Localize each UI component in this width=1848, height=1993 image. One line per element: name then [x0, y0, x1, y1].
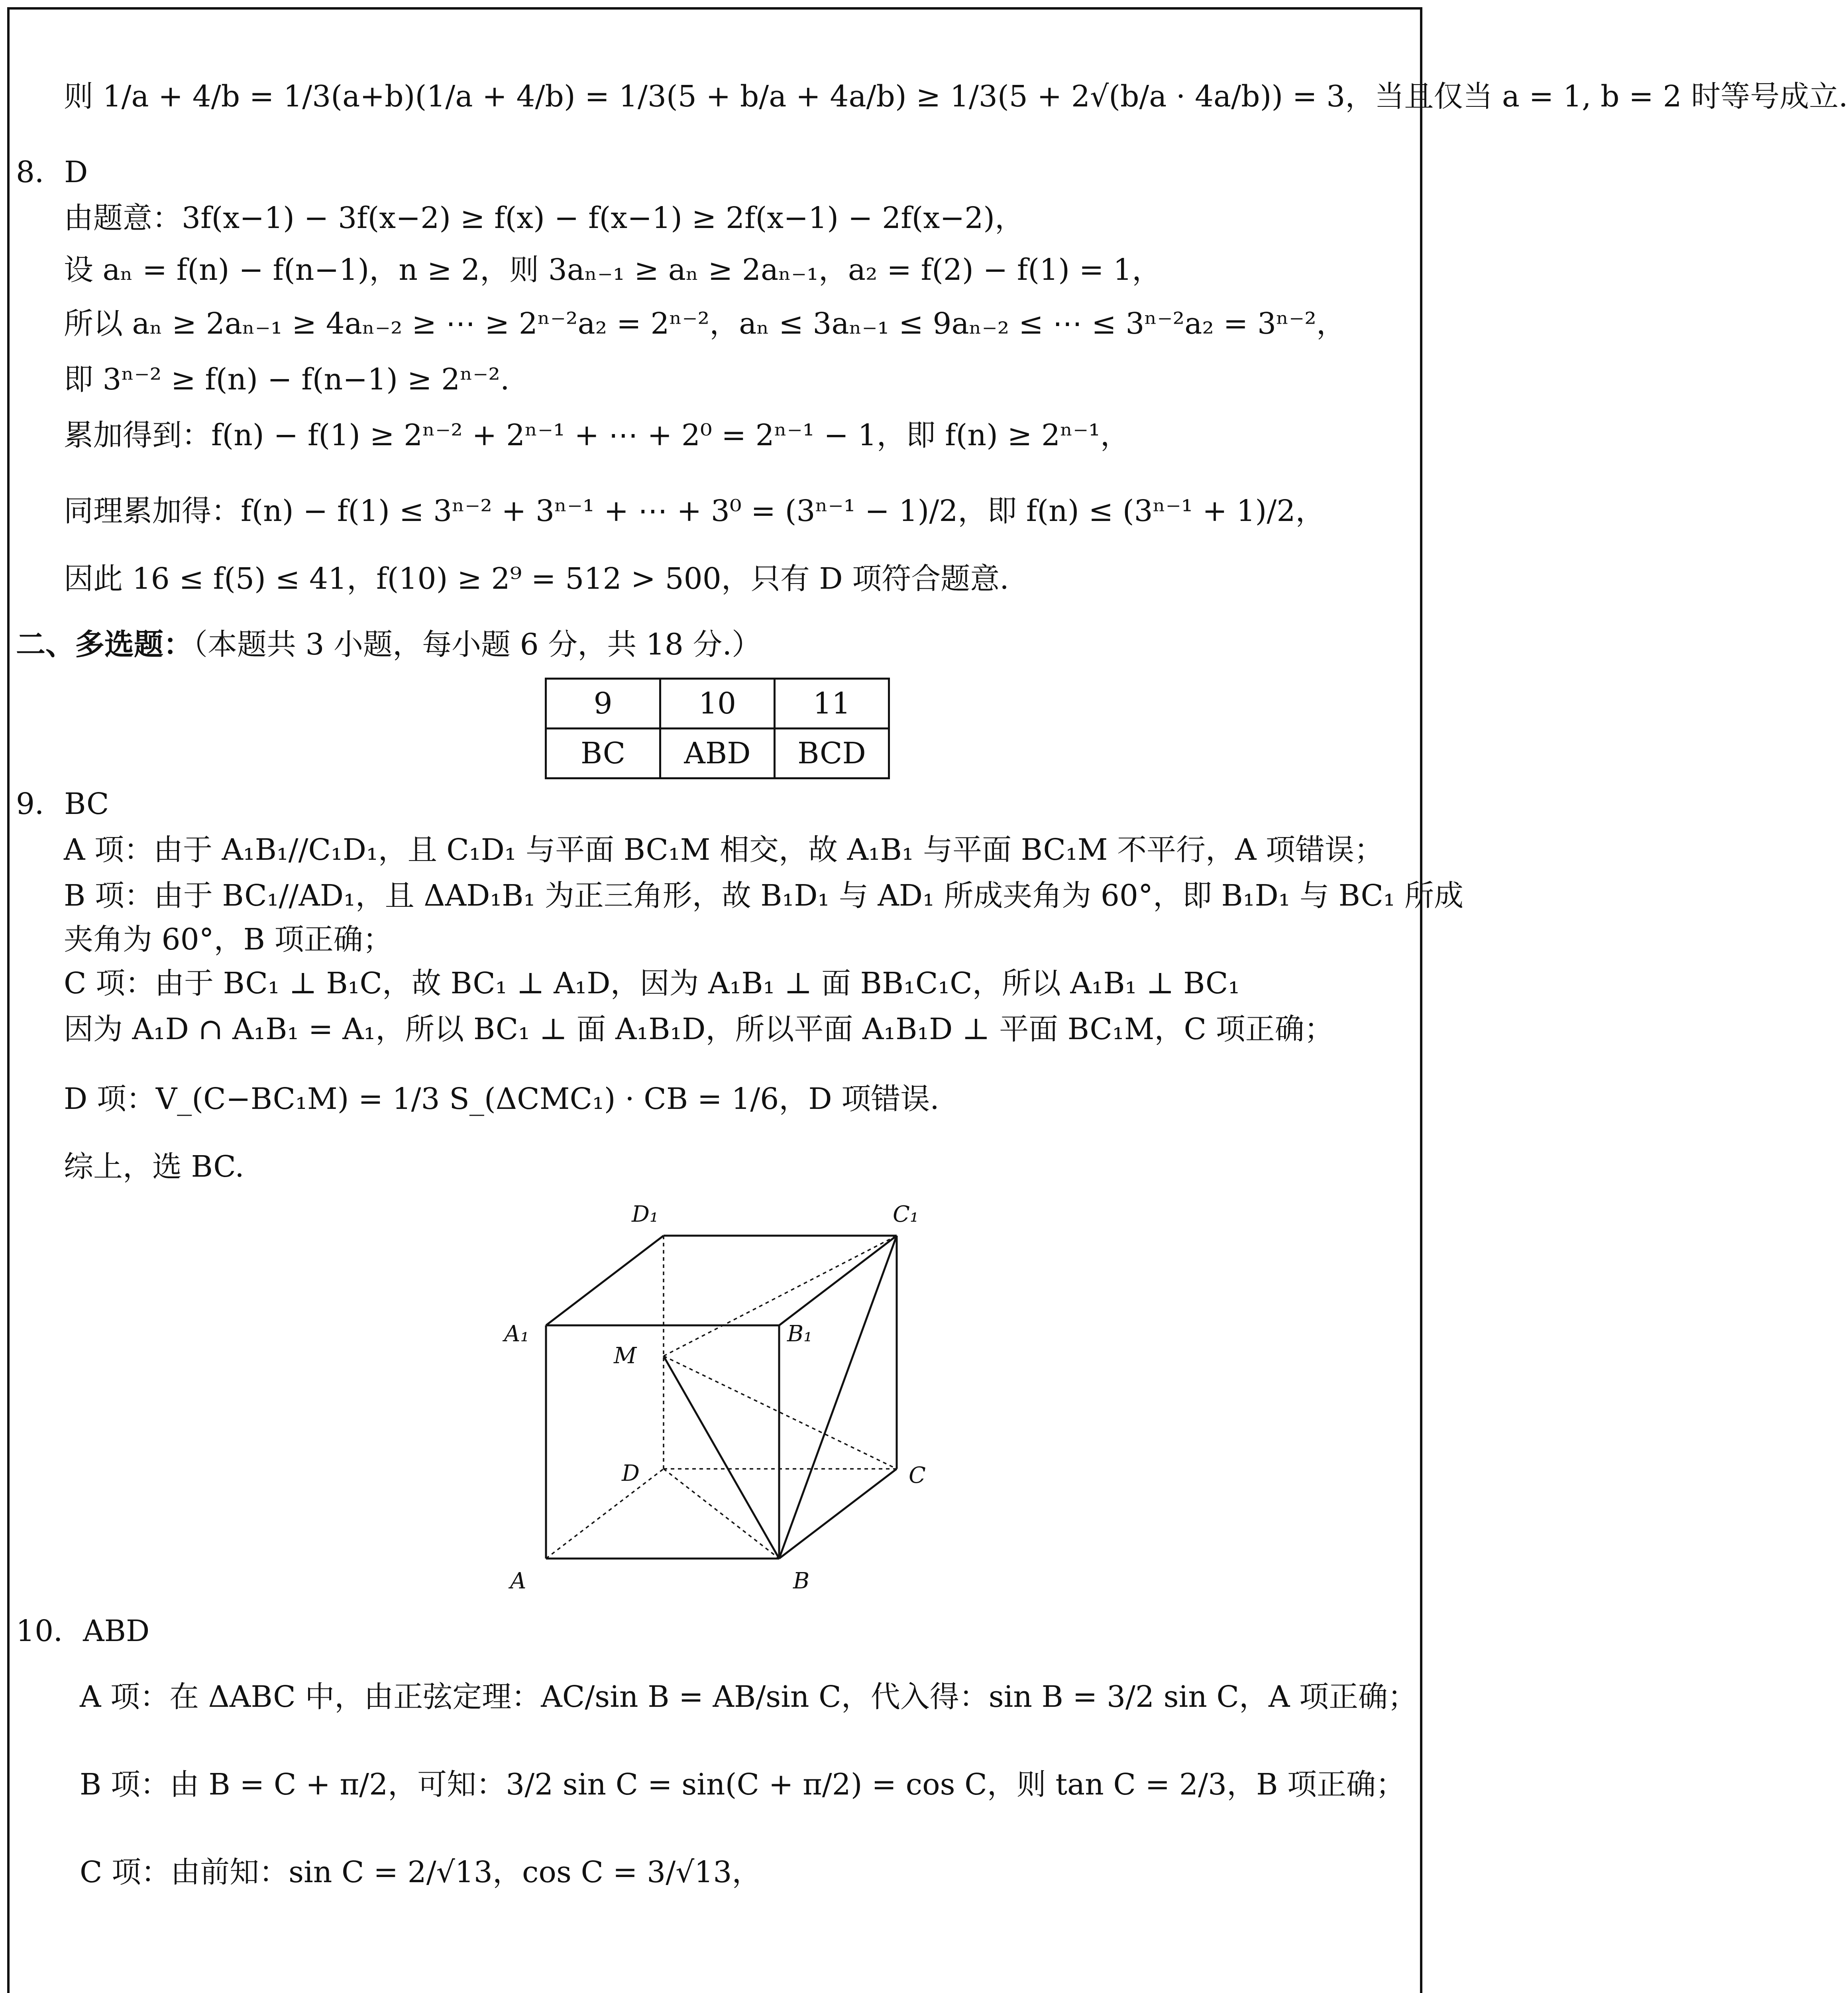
answer-table-cell: 11: [775, 679, 889, 729]
q8-line-7: 因此 16 ≤ f(5) ≤ 41，f(10) ≥ 2⁹ = 512 > 500，只有 D 项符合题意.: [64, 562, 1009, 596]
q9-option-b-line-1: B 项：由于 BC₁//AD₁，且 ΔAD₁B₁ 为正三角形，故 B₁D₁ 与 AD₁ 所成夹角为 60°，即 B₁D₁ 与 BC₁ 所成: [64, 879, 1464, 913]
hidden-edge-a-d: [546, 1469, 664, 1559]
edge-b-c: [779, 1469, 897, 1559]
label-a1: A₁: [504, 1321, 529, 1347]
section-2-note: （本题共 3 小题，每小题 6 分，共 18 分.）: [193, 627, 761, 662]
section-2-heading: [16, 627, 761, 662]
label-d: D: [622, 1460, 640, 1486]
answer-table-cell: 9: [546, 679, 660, 729]
q9-option-d: D 项：V_(C−BC₁M) = 1/3 S_(ΔCMC₁) · CB = 1/6，D 项错误.: [64, 1082, 939, 1116]
label-c1: C₁: [893, 1201, 919, 1227]
q10-option-a: A 项：在 ΔABC 中，由正弦定理：AC/sin B = AB/sin C，代入得：sin B = 3/2 sin C，A 项正确；: [80, 1680, 1417, 1714]
hidden-segment-d-b: [664, 1469, 779, 1559]
q10-option-c: C 项：由前知：sin C = 2/√13，cos C = 3/√13，: [80, 1855, 762, 1889]
answer-table-cell: ABD: [660, 729, 775, 778]
q9-heading: 9．BC: [16, 787, 109, 821]
label-c: C: [909, 1462, 926, 1488]
cube-figure: [486, 1192, 949, 1594]
answer-table-cell: 10: [660, 679, 775, 729]
q8-heading: 8．D: [16, 155, 88, 189]
q9-option-c-line-1: C 项：由于 BC₁ ⊥ B₁C，故 BC₁ ⊥ A₁D，因为 A₁B₁ ⊥ 面 BB₁C₁C，所以 A₁B₁ ⊥ BC₁: [64, 966, 1240, 1000]
q9-option-c-line-2: 因为 A₁D ∩ A₁B₁ = A₁，所以 BC₁ ⊥ 面 A₁B₁D，所以平面 A₁B₁D ⊥ 平面 BC₁M，C 项正确；: [64, 1012, 1334, 1046]
answer-table-answer-row: [546, 729, 889, 778]
q8-line-2: 设 aₙ = f(n) − f(n−1)，n ≥ 2，则 3aₙ₋₁ ≥ aₙ ≥ 2aₙ₋₁，a₂ = f(2) − f(1) = 1，: [64, 253, 1162, 287]
q8-line-6: 同理累加得：f(n) − f(1) ≤ 3ⁿ⁻² + 3ⁿ⁻¹ + ⋯ + 3⁰ = (3ⁿ⁻¹ − 1)/2，即 f(n) ≤ (3ⁿ⁻¹ + 1)/2，: [64, 494, 1325, 528]
q9-option-a: A 项：由于 A₁B₁//C₁D₁，且 C₁D₁ 与平面 BC₁M 相交，故 A₁B₁ 与平面 BC₁M 不平行，A 项错误；: [64, 833, 1384, 867]
segment-b-c1: [779, 1236, 897, 1559]
label-b: B: [793, 1568, 810, 1594]
edge-a1-d1: [546, 1236, 664, 1325]
section-2-title: 二、多选题：: [16, 627, 193, 662]
q8-line-4: 即 3ⁿ⁻² ≥ f(n) − f(n−1) ≥ 2ⁿ⁻².: [64, 362, 510, 397]
label-b1: B₁: [787, 1321, 813, 1347]
q7-conclusion: 则 1/a + 4/b = 1/3(a+b)(1/a + 4/b) = 1/3(5 + b/a + 4a/b) ≥ 1/3(5 + 2√(b/a · 4a/b)) = 3，当且仅当 a = 1, b = 2 时等号成立.: [64, 79, 1848, 114]
q9-summary: 综上，选 BC.: [64, 1150, 244, 1184]
q8-line-1: 由题意：3f(x−1) − 3f(x−2) ≥ f(x) − f(x−1) ≥ 2f(x−1) − 2f(x−2)，: [64, 201, 1025, 235]
answer-table: [545, 678, 890, 779]
q9-option-b-line-2: 夹角为 60°，B 项正确；: [64, 922, 393, 957]
answer-table-cell: BC: [546, 729, 660, 778]
label-m: M: [614, 1343, 637, 1369]
q10-heading: 10．ABD: [16, 1614, 150, 1648]
answer-table-cell: BCD: [775, 729, 889, 778]
answer-table-header-row: [546, 679, 889, 729]
label-d1: D₁: [632, 1201, 659, 1227]
q8-line-3: 所以 aₙ ≥ 2aₙ₋₁ ≥ 4aₙ₋₂ ≥ ⋯ ≥ 2ⁿ⁻²a₂ = 2ⁿ⁻²，aₙ ≤ 3aₙ₋₁ ≤ 9aₙ₋₂ ≤ ⋯ ≤ 3ⁿ⁻²a₂ = 3ⁿ⁻²，: [64, 307, 1346, 341]
segment-m-b: [664, 1356, 779, 1559]
edge-b1-c1: [779, 1236, 897, 1325]
q8-line-5: 累加得到：f(n) − f(1) ≥ 2ⁿ⁻² + 2ⁿ⁻¹ + ⋯ + 2⁰ = 2ⁿ⁻¹ − 1，即 f(n) ≥ 2ⁿ⁻¹，: [64, 418, 1130, 452]
label-a: A: [510, 1568, 526, 1594]
q10-option-b: B 项：由 B = C + π/2，可知：3/2 sin C = sin(C + π/2) = cos C，则 tan C = 2/3，B 项正确；: [80, 1767, 1406, 1802]
